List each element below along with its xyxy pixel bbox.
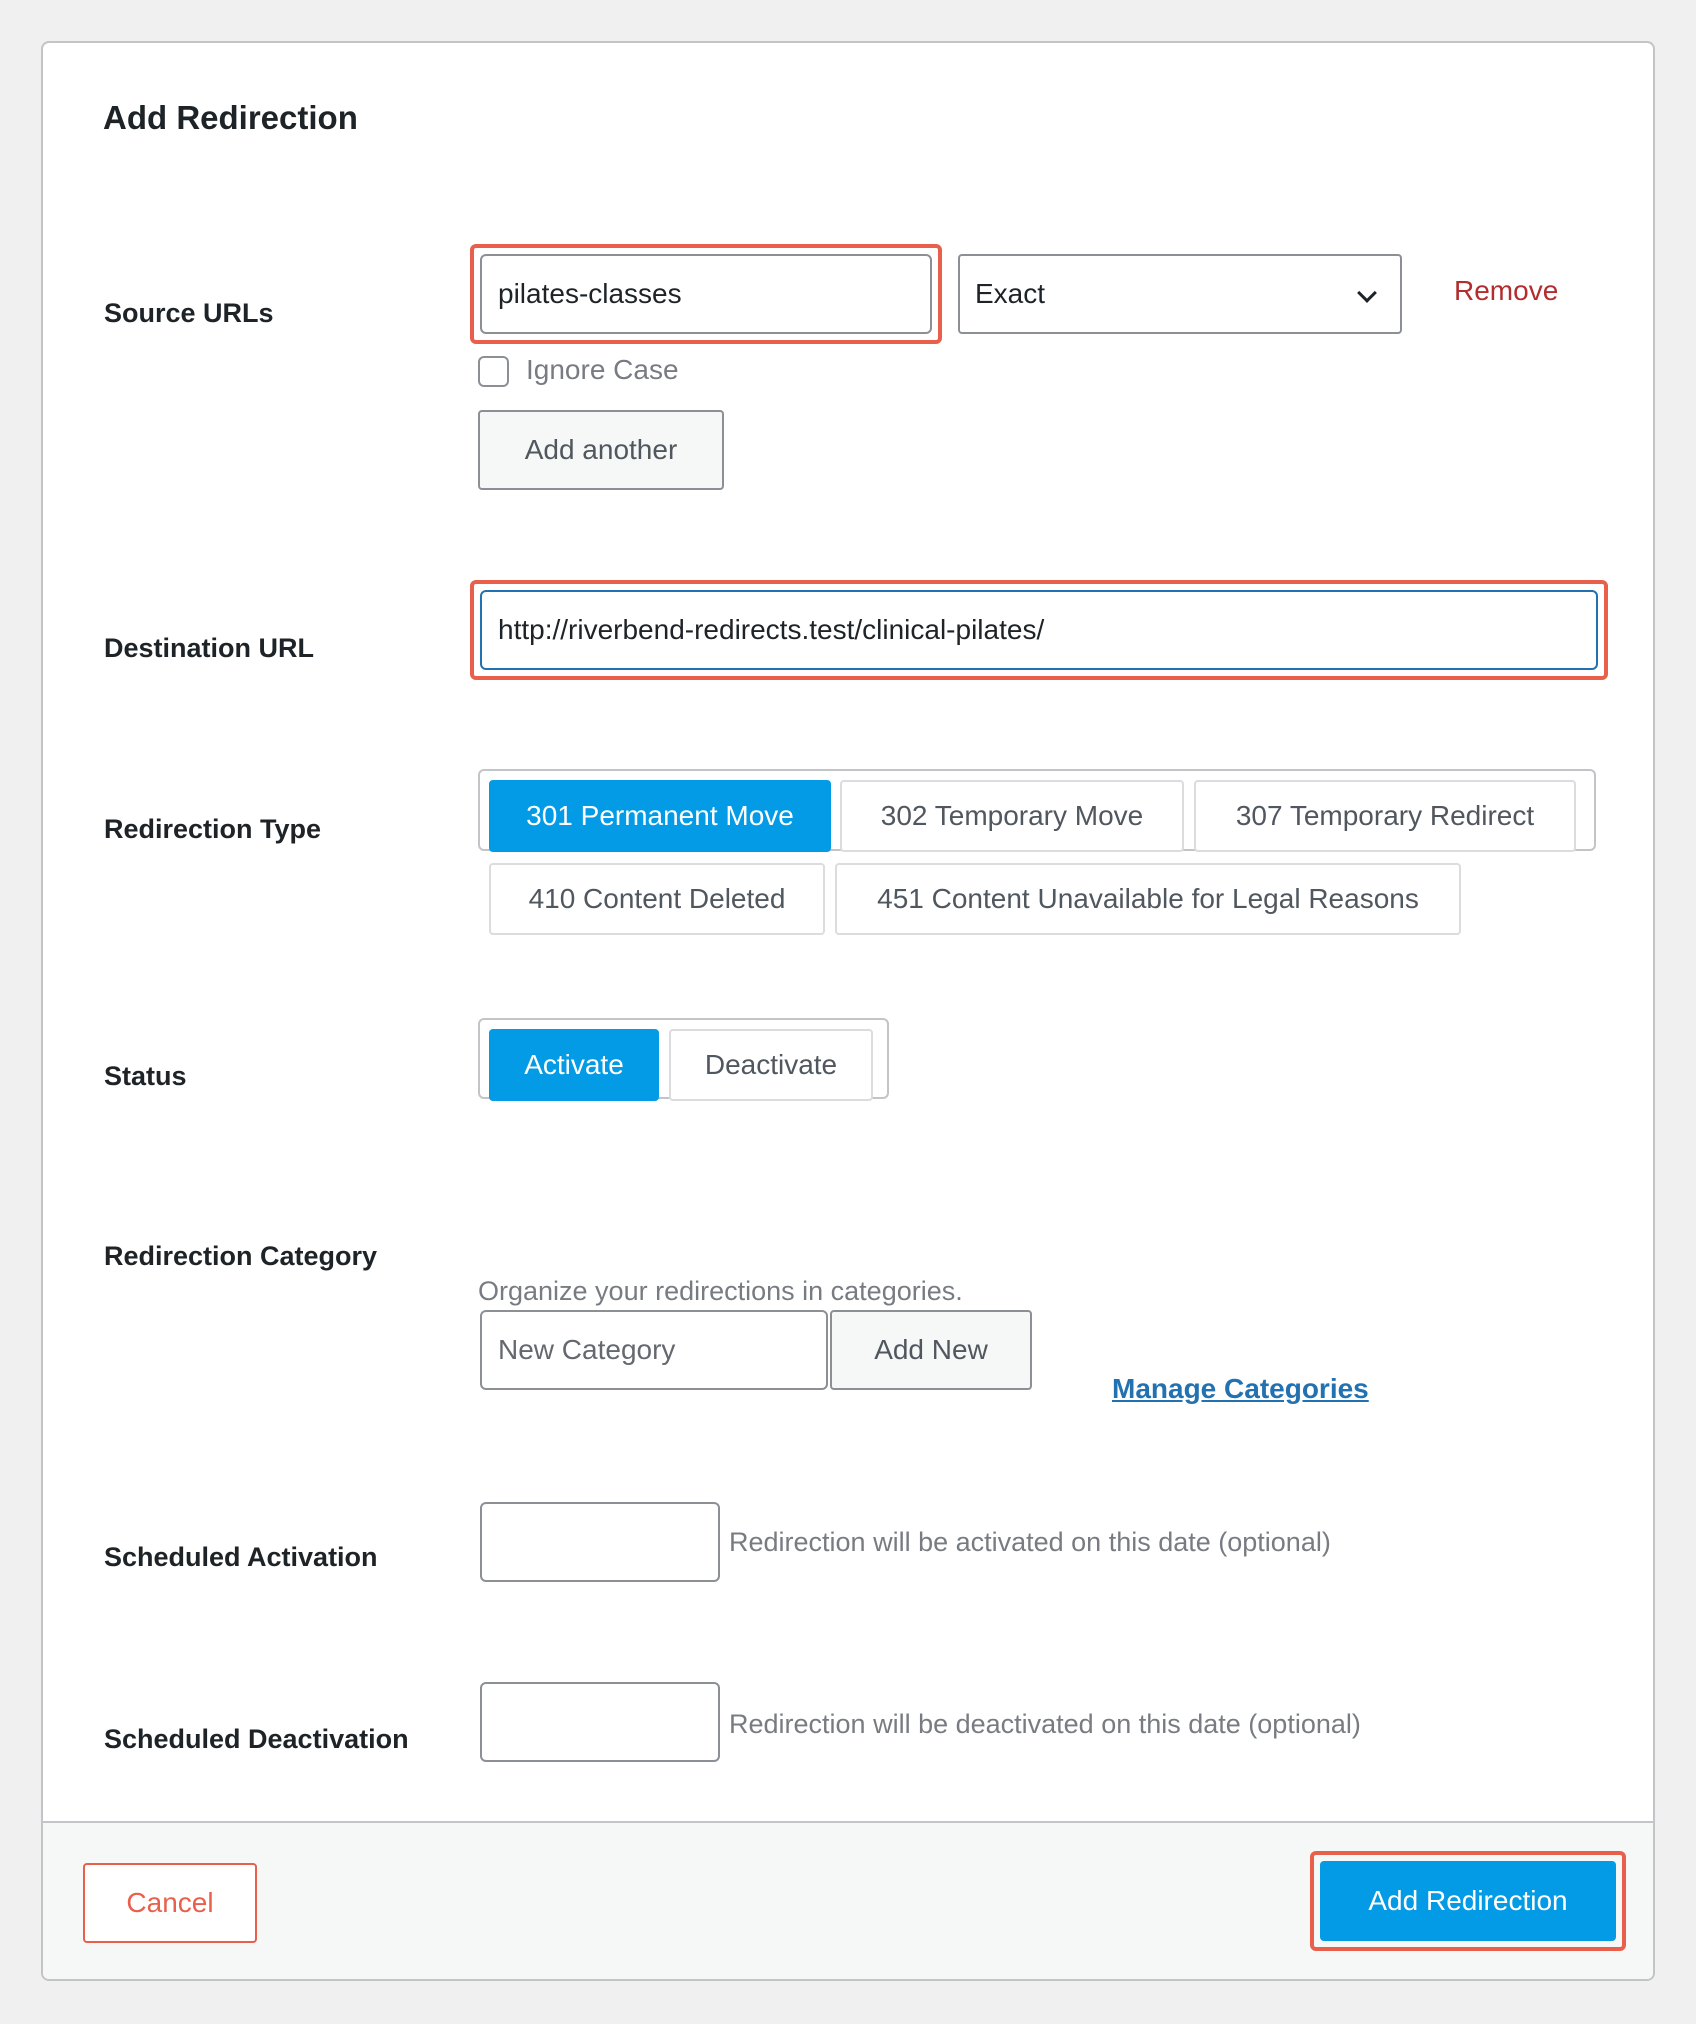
type-307-button[interactable]: 307 Temporary Redirect <box>1194 780 1576 852</box>
type-301-button[interactable]: 301 Permanent Move <box>489 780 831 852</box>
scheduled-activation-label: Scheduled Activation <box>104 1542 378 1572</box>
scheduled-deactivation-label: Scheduled Deactivation <box>104 1724 409 1754</box>
deactivation-help-text: Redirection will be deactivated on this date (optional) <box>729 1709 1361 1739</box>
match-type-select[interactable] <box>958 254 1402 334</box>
type-451-button[interactable]: 451 Content Unavailable for Legal Reasons <box>835 863 1461 935</box>
chevron-down-icon <box>1357 283 1377 303</box>
add-another-button[interactable]: Add another <box>478 410 724 490</box>
activation-date-input[interactable] <box>480 1502 720 1582</box>
add-redirection-button[interactable]: Add Redirection <box>1320 1861 1616 1941</box>
redirection-type-label: Redirection Type <box>104 814 322 844</box>
category-help-text: Organize your redirections in categories. <box>478 1276 963 1306</box>
match-type-value: Exact <box>975 278 1046 309</box>
cancel-button[interactable]: Cancel <box>83 1863 257 1943</box>
source-urls-label: Source URLs <box>104 298 274 328</box>
manage-categories-link[interactable]: Manage Categories <box>1112 1373 1369 1404</box>
source-url-input[interactable] <box>480 254 932 334</box>
type-302-button[interactable]: 302 Temporary Move <box>840 780 1184 852</box>
ignore-case-checkbox[interactable] <box>478 356 509 387</box>
destination-url-input[interactable] <box>480 590 1598 670</box>
type-410-button[interactable]: 410 Content Deleted <box>489 863 825 935</box>
status-label: Status <box>104 1061 187 1091</box>
activate-button[interactable]: Activate <box>489 1029 659 1101</box>
add-new-category-button[interactable]: Add New <box>830 1310 1032 1390</box>
deactivation-date-input[interactable] <box>480 1682 720 1762</box>
ignore-case-label: Ignore Case <box>526 354 679 385</box>
redirection-category-label: Redirection Category <box>104 1241 378 1271</box>
new-category-input[interactable] <box>480 1310 828 1390</box>
deactivate-button[interactable]: Deactivate <box>669 1029 873 1101</box>
activation-help-text: Redirection will be activated on this date (optional) <box>729 1527 1331 1557</box>
remove-source-link[interactable]: Remove <box>1454 275 1559 306</box>
modal-title: Add Redirection <box>103 99 358 136</box>
add-redirection-modal <box>41 41 1655 1981</box>
destination-url-label: Destination URL <box>104 633 315 663</box>
